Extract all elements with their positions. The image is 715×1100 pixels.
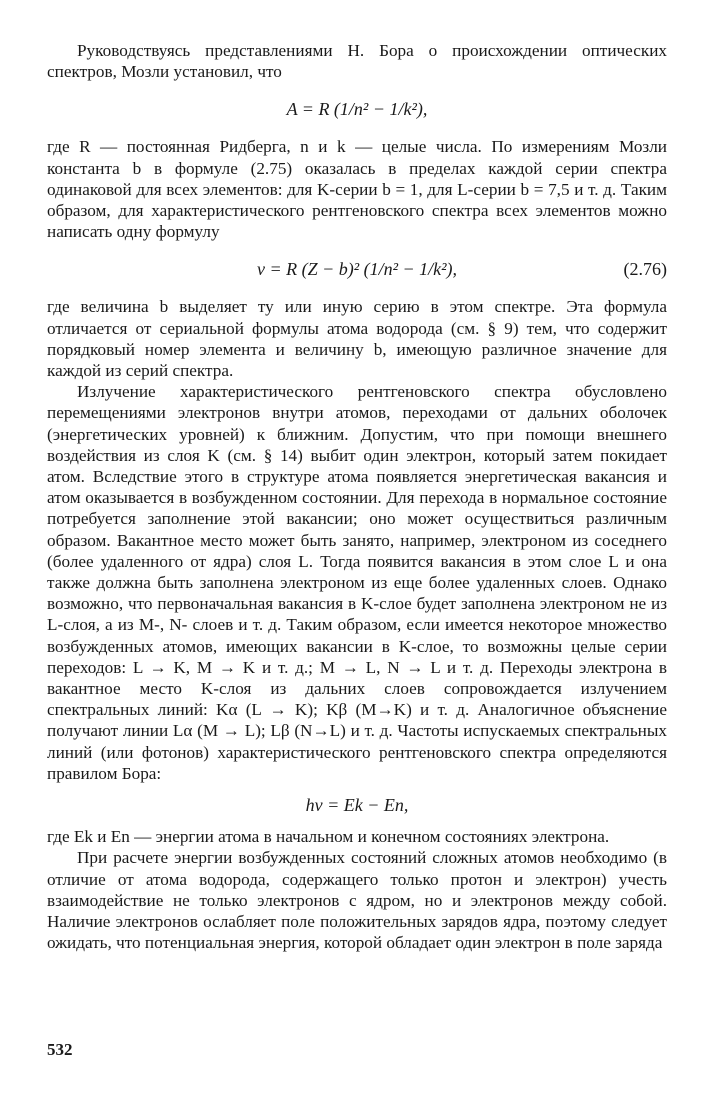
formula-moseley: A = R (1/n² − 1/k²), <box>286 99 428 120</box>
page-number: 532 <box>47 1040 73 1059</box>
paragraph-series: где величина b выделяет ту или иную серию в этом спектре. Эта формула отличается от сериальной формулы атома водорода (см. § 9) тем, что содержит порядковый номер элемента и величину b, имеющую различное значение для каждой из серий спектра. <box>47 297 667 381</box>
paragraph-calculation: При расчете энергии возбужденных состояний сложных атомов необходимо (в отличие от атома водорода, содержащего только протон и электрон) учесть взаимодействие не только электронов с ядром, но и электронов между собой. Наличие электронов ослабляет поле положительных зарядов ядра, поэтому следует ожидать, что потенциальная энергия, которой обладает один электрон в поле заряда <box>47 848 667 953</box>
paragraph-rydberg: где R — постоянная Ридберга, n и k — целые числа. По измерениям Мозли константа b в формуле (2.75) оказалась в пределах каждой серии спектра одинаковой для всех элементов: для K-серии b = 1, для L-серии b = 7,5 и т. д. Таким образом, для характеристического рентгеновского спектра всех элементов можно написать одну формулу <box>47 137 667 242</box>
formula-bohr: hν = Ek − En, <box>305 795 409 816</box>
formula-general <box>47 246 667 292</box>
paragraph-emission: Излучение характеристического рентгеновского спектра обусловлено перемещениями электронов внутри атомов, переходами от дальних оболочек (энергетических уровней) к ближним. Допустим, что при помощи внешнего воздействия из слоя K (см. § 14) выбит один электрон, который затем покидает атом. Вследствие этого в структуре атома появляется энергетическая вакансия и атом оказывается в возбужденном состоянии. Для перехода в нормальное состояние потребуется заполнение этой вакансии; оно может осуществиться различным образом. Вакантное место может быть занято, например, электроном из соседнего (более удаленного от ядра) слоя L. Тогда появится вакансия в этом слое L и она также должна быть заполнена электроном из еще более удаленных слоев. Однако возможно, что первоначальная вакансия в K-слое будет заполнена электроном не из L-слоя, а из M-, N- слоев и т. д. Таким образом, если имеется некоторое множество возбужденных атомов, имеющих вакансии в K-слое, то возможны целые серии переходов: L → K, M → K и т. д.; M → L, N → L и т. д. Переходы электрона в вакантное место K-слоя из дальних слоев сопровождается излучением спектральных линий: Kα (L → K); Kβ (M→K) и т. д. Аналогичное объяснение получают линии Lα (M → L); Lβ (N→L) и т. д. Частоты испускаемых спектральных линий (или фотонов) характеристического рентгеновского спектра определяются правилом Бора: <box>47 382 667 783</box>
paragraph-intro: Руководствуясь представлениями Н. Бора о происхождении оптических спектров, Мозли установил, что <box>47 41 667 82</box>
paragraph-energies: где Ek и En — энергии атома в начальном и конечном состояниях электрона. <box>47 827 610 847</box>
body-text <box>47 40 667 953</box>
formula-general-expression: ν = R (Z − b)² (1/n² − 1/k²), <box>256 259 458 280</box>
formula-number: (2.76) <box>623 259 667 280</box>
